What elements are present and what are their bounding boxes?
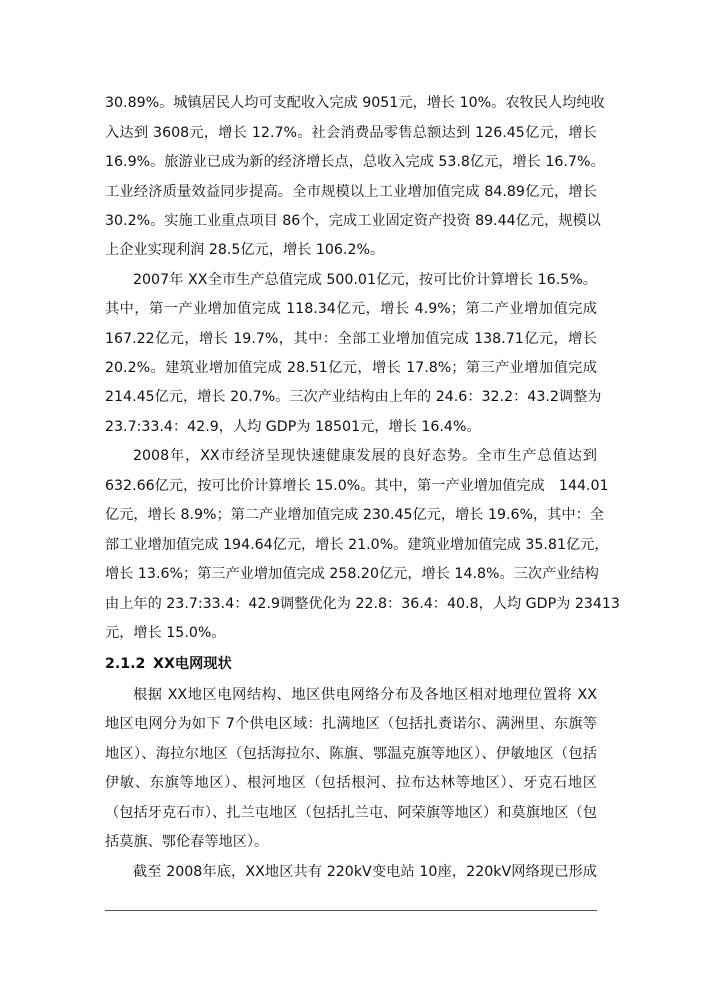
text-line: （包括牙克石市）、扎兰屯地区（包括扎兰屯、阿荣旗等地区）和莫旗地区（包	[105, 805, 597, 821]
section-number: 2.1.2	[105, 656, 146, 672]
text-line: 16.9%。旅游业已成为新的经济增长点，总收入完成 53.8亿元，增长 16.7%。	[105, 154, 605, 170]
text-line: 部工业增加值完成 194.64亿元，增长 21.0%。建筑业增加值完成 35.81亿元，	[105, 537, 609, 553]
text-line: 亿元，增长 8.9%；第二产业增加值完成 230.45亿元，增长 19.6%，其中：全	[105, 507, 604, 523]
text-line: 30.89%。城镇居民人均可支配收入完成 9051元，增长 10%。农牧民人均纯收	[105, 95, 605, 111]
text-line: 30.2%。实施工业重点项目 86个，完成工业固定资产投资 89.44亿元，规模以	[105, 213, 601, 229]
text-line: 元，增长 15.0%。	[105, 625, 226, 641]
text-line: 截至 2008年底，XX地区共有 220kV变电站 10座，220kV网络现已形成	[133, 864, 597, 880]
text-line: 伊敏、东旗等地区）、根河地区（包括根河、拉布达林等地区）、牙克石地区	[105, 775, 597, 791]
text-line: 其中，第一产业增加值完成 118.34亿元，增长 4.9%；第二产业增加值完成	[105, 301, 597, 317]
text-line: 214.45亿元，增长 20.7%。三次产业结构由上年的 24.6：32.2：43.2调整为	[105, 389, 602, 405]
text-line: 632.66亿元，按可比价计算增长 15.0%。其中，第一产业增加值完成 144.01	[105, 478, 609, 494]
text-line: 根据 XX地区电网结构、地区供电网络分布及各地区相对地理位置将 XX	[133, 687, 597, 703]
section-title: XX电网现状	[153, 656, 232, 672]
text-line: 增长 13.6%；第三产业增加值完成 258.20亿元，增长 14.8%。三次产业结构	[105, 566, 599, 582]
text-line: 上企业实现利润 28.5亿元，增长 106.2%。	[105, 242, 385, 258]
text-line: 20.2%。建筑业增加值完成 28.51亿元，增长 17.8%；第三产业增加值完成	[105, 360, 597, 376]
text-line: 由上年的 23.7:33.4：42.9调整优化为 22.8：36.4：40.8，人均 GDP为 23413	[105, 596, 620, 612]
text-line: 地区）、海拉尔地区（包括海拉尔、陈旗、鄂温克旗等地区）、伊敏地区（包括	[105, 746, 597, 762]
text-line: 地区电网分为如下 7个供电区域：扎满地区（包括扎赉诺尔、满洲里、东旗等	[105, 716, 597, 732]
text-line: 括莫旗、鄂伦春等地区）。	[105, 834, 269, 850]
text-line: 入达到 3608元，增长 12.7%。社会消费品零售总额达到 126.45亿元，增长	[105, 125, 597, 141]
text-line: 2008年，XX市经济呈现快速健康发展的良好态势。全市生产总值达到	[133, 448, 597, 464]
section-heading	[105, 654, 232, 674]
footer-divider	[105, 910, 597, 911]
text-line: 23.7:33.4：42.9，人均 GDP为 18501元，增长 16.4%。	[105, 419, 481, 435]
text-line: 167.22亿元，增长 19.7%，其中：全部工业增加值完成 138.71亿元，增长	[105, 331, 597, 347]
text-line: 2007年 XX全市生产总值完成 500.01亿元，按可比价计算增长 16.5%。	[133, 272, 597, 288]
text-line: 工业经济质量效益同步提高。全市规模以上工业增加值完成 84.89亿元，增长	[105, 184, 597, 200]
